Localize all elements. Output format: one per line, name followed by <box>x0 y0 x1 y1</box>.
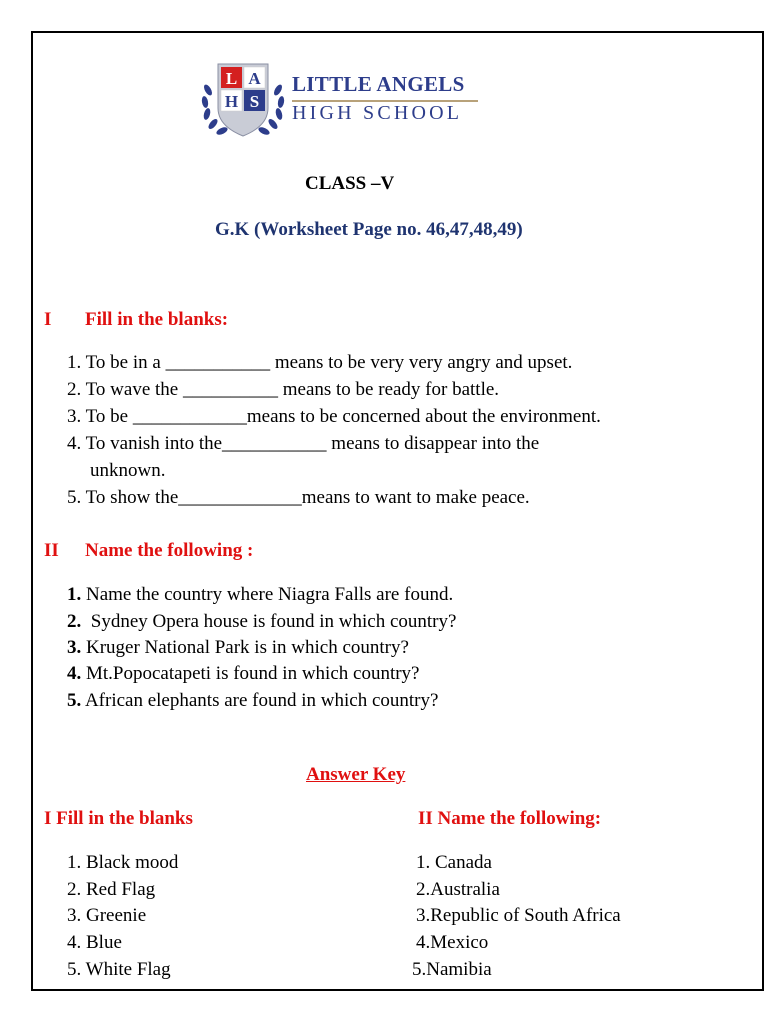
question-text: Name the country where Niagra Falls are found. <box>81 584 454 605</box>
answer-item: 1. Canada <box>416 852 492 873</box>
answer-item: 1. Black mood <box>67 852 179 873</box>
svg-text:H: H <box>224 92 239 111</box>
answer-col1-heading: I Fill in the blanks <box>44 808 193 829</box>
question-item <box>67 611 456 633</box>
page-border <box>31 31 764 991</box>
question-text: Mt.Popocatapeti is found in which country? <box>81 663 420 684</box>
fill-blank-item: 1. To be in a ___________ means to be very very angry and upset. <box>67 352 573 373</box>
class-title: CLASS –V <box>305 173 395 194</box>
answer-item: 4.Mexico <box>416 932 489 953</box>
shield-emblem-icon <box>198 60 288 140</box>
question-number: 2. <box>67 611 82 632</box>
question-number: 3. <box>67 637 82 658</box>
fill-blank-item: 3. To be ____________means to be concerned about the environment. <box>67 406 601 427</box>
fill-blank-item: 5. To show the_____________means to want to make peace. <box>67 487 530 508</box>
answer-item: 2. Red Flag <box>67 879 156 900</box>
question-text: Kruger National Park is in which country? <box>81 637 409 658</box>
question-item <box>67 663 420 685</box>
svg-text:S: S <box>249 92 260 111</box>
question-item <box>67 584 453 606</box>
answer-item: 2.Australia <box>416 879 500 900</box>
section2-number: II <box>44 540 59 561</box>
answer-col2-heading: II Name the following: <box>418 808 602 829</box>
svg-text:L: L <box>225 69 238 88</box>
school-logo <box>198 60 488 140</box>
question-text: African elephants are found in which country? <box>81 690 439 711</box>
svg-text:A: A <box>248 69 261 88</box>
question-text: Sydney Opera house is found in which country? <box>81 611 457 632</box>
section1-title: Fill in the blanks: <box>85 309 229 330</box>
answer-item: 3.Republic of South Africa <box>416 905 621 926</box>
section2-title: Name the following : <box>85 540 254 561</box>
answer-item: 3. Greenie <box>67 905 147 926</box>
question-item <box>67 690 438 712</box>
question-number: 5. <box>67 690 82 711</box>
fill-blank-item: 2. To wave the __________ means to be ready for battle. <box>67 379 500 400</box>
worksheet-subtitle: G.K (Worksheet Page no. 46,47,48,49) <box>215 219 523 240</box>
school-name-line1: LITTLE ANGELS <box>292 72 465 96</box>
answer-item: 4. Blue <box>67 932 122 953</box>
section1-number: I <box>44 309 52 330</box>
answer-item: 5.Namibia <box>412 959 492 980</box>
answer-item: 5. White Flag <box>67 959 171 980</box>
question-number: 4. <box>67 663 82 684</box>
question-number: 1. <box>67 584 82 605</box>
answer-key-title: Answer Key <box>306 764 406 785</box>
school-name-line2: HIGH SCHOOL <box>292 102 463 124</box>
fill-blank-item: 4. To vanish into the___________ means to disappear into the <box>67 433 540 454</box>
question-item <box>67 637 409 659</box>
fill-blank-item-continuation: unknown. <box>90 460 166 481</box>
